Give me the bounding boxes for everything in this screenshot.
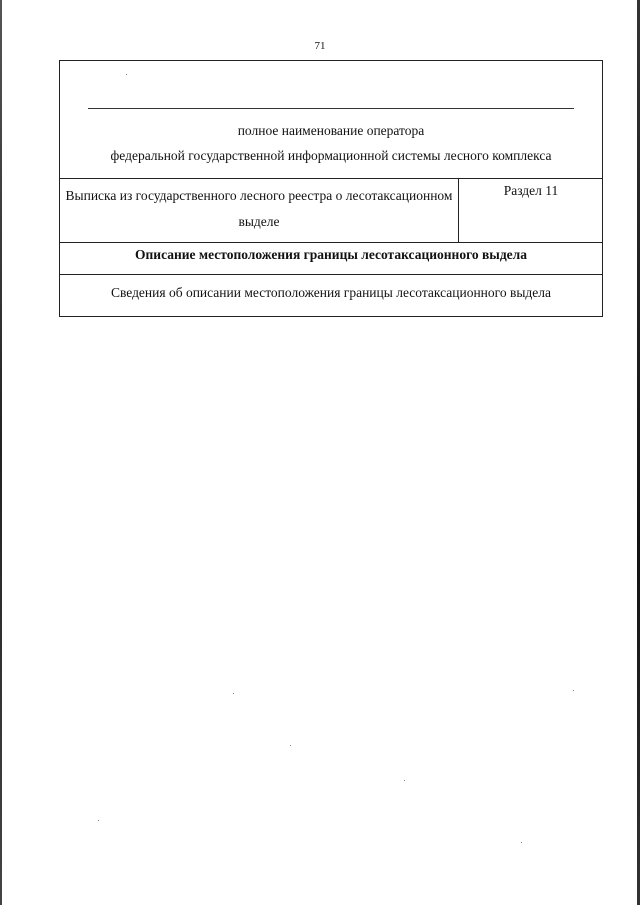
info-row: Сведения об описании местоположения границы лесотаксационного выдела: [110, 285, 552, 300]
operator-label-line2: федеральной государственной информационной системы лесного комплекса: [110, 148, 552, 163]
scan-speck: [126, 74, 127, 75]
scan-speck: [521, 842, 522, 843]
scan-speck: [573, 690, 574, 691]
extract-title: Выписка из государственного лесного реестра о лесотаксационном выделе: [65, 188, 453, 229]
scan-speck: [290, 745, 291, 746]
row-divider: [60, 178, 602, 179]
operator-label-line1: полное наименование оператора: [237, 123, 425, 138]
scan-speck: [404, 780, 405, 781]
operator-name-line: [88, 108, 574, 109]
section-heading: Описание местоположения границы лесотаксационного выдела: [135, 247, 527, 262]
row-divider: [60, 242, 602, 243]
section-label: Раздел 11: [503, 183, 559, 198]
extract-form-table: [59, 60, 603, 317]
scan-speck: [98, 820, 99, 821]
scan-speck: [233, 693, 234, 694]
page-number: 71: [314, 40, 326, 52]
scan-edge-left: [0, 0, 2, 905]
row-divider: [60, 274, 602, 275]
